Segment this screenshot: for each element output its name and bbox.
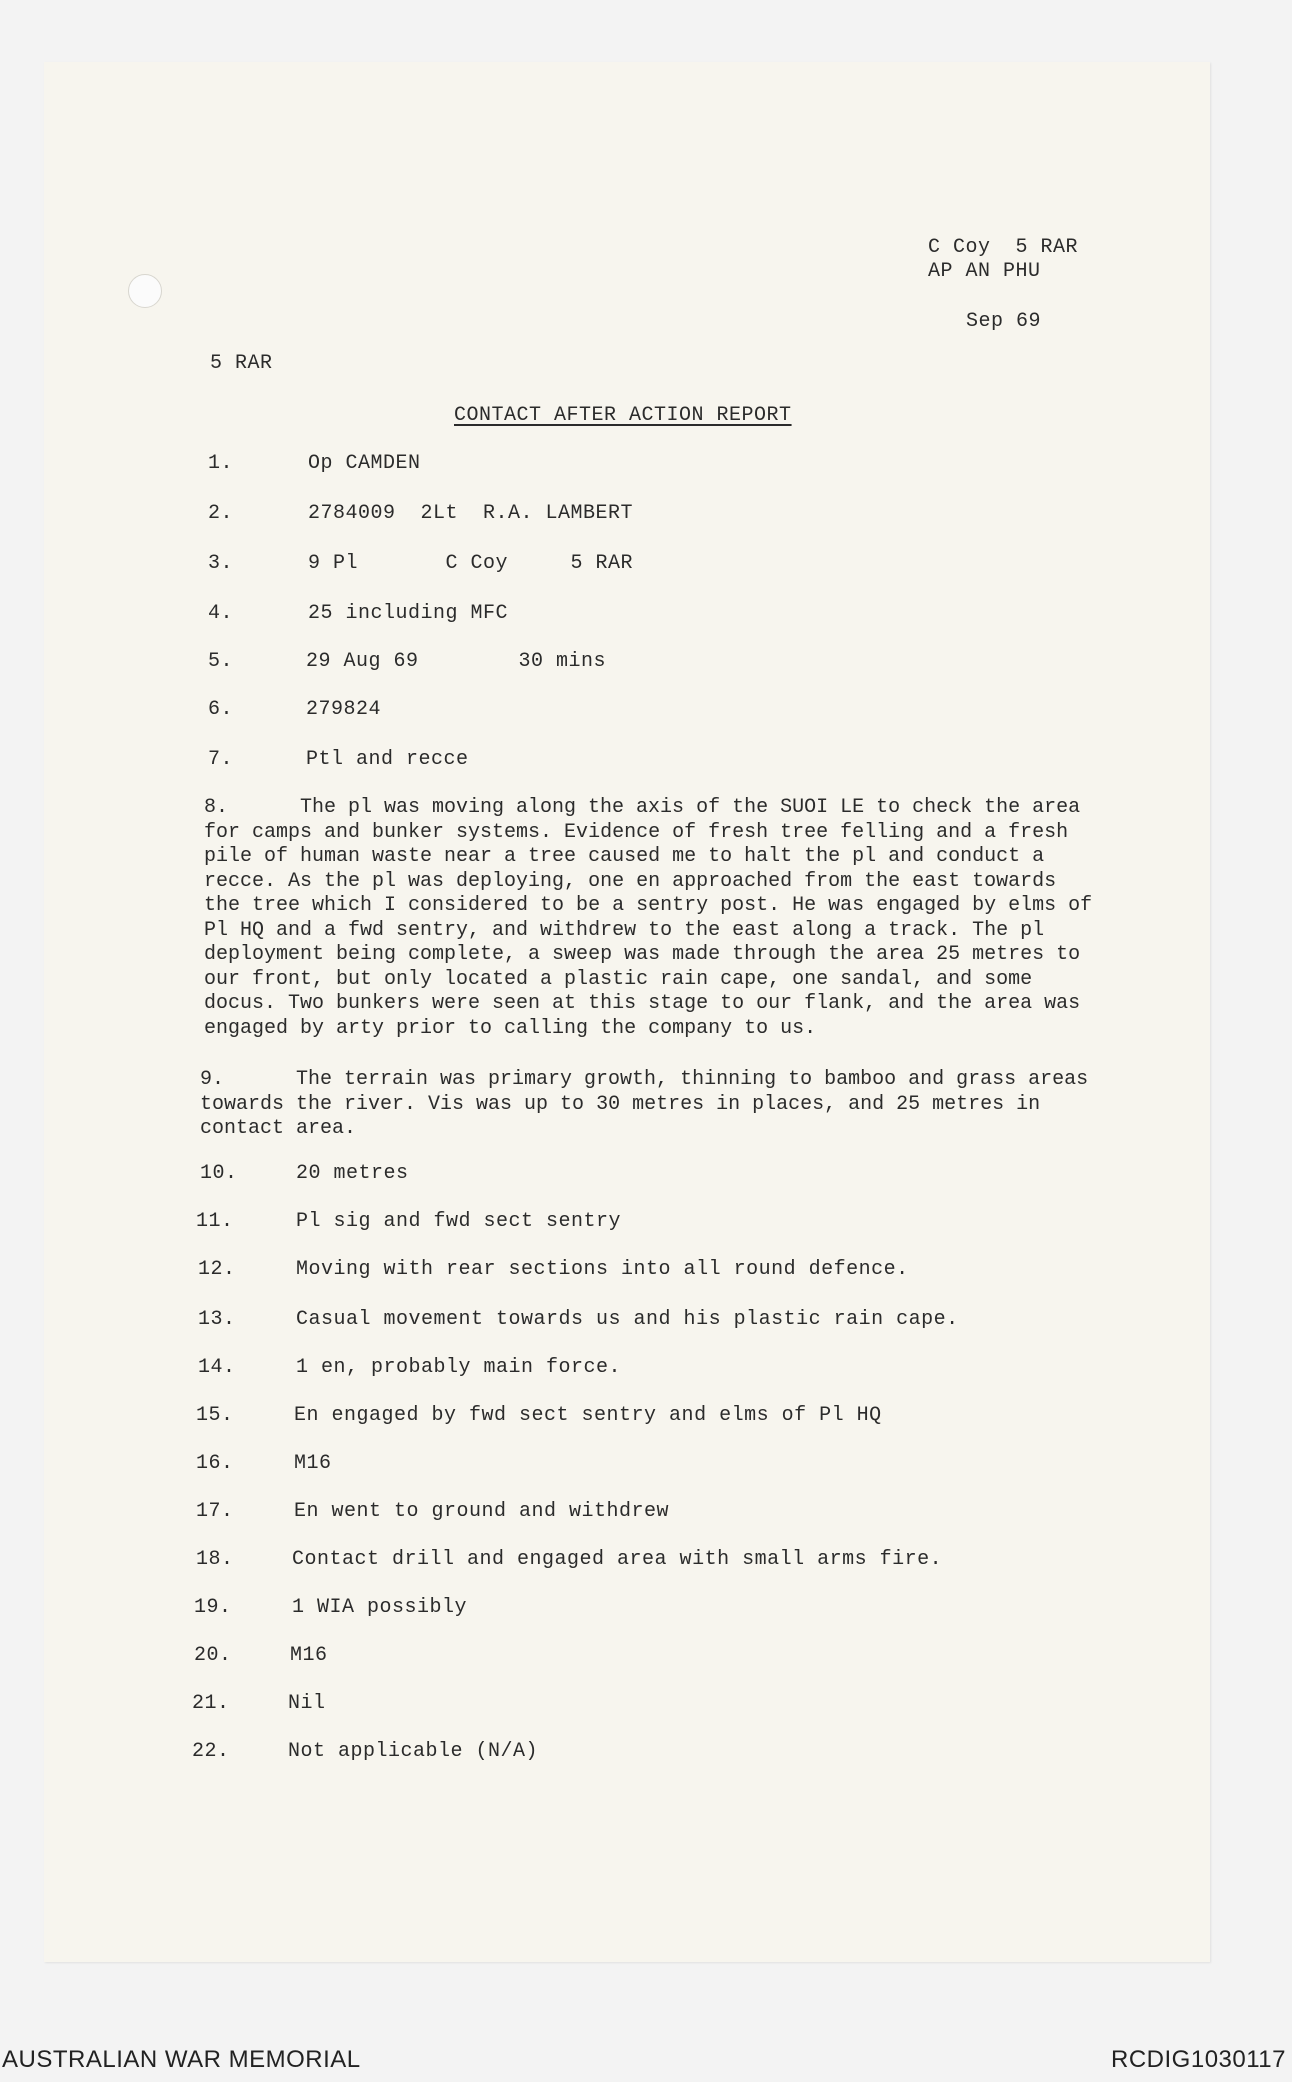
item-number: 21. [192, 1692, 230, 1715]
footer-catalogue-id: RCDIG1030117 [1111, 2046, 1286, 2073]
item-text: 1 en, probably main force. [296, 1356, 622, 1379]
paragraph-number: 9. [200, 1068, 225, 1091]
item-number: 2. [208, 502, 234, 525]
item-text: En engaged by fwd sect sentry and elms of Pl HQ [294, 1404, 882, 1427]
item-number: 10. [200, 1162, 238, 1185]
addressee: 5 RAR [210, 352, 273, 375]
item-text: 25 including MFC [308, 602, 509, 625]
item-number: 13. [198, 1308, 236, 1331]
item-text: 279824 [306, 698, 382, 721]
item-number: 16. [196, 1452, 234, 1475]
paragraph-8 [204, 796, 1094, 1041]
item-text: En went to ground and withdrew [294, 1500, 670, 1523]
item-number: 4. [208, 602, 234, 625]
item-number: 14. [198, 1356, 236, 1379]
footer-institution: AUSTRALIAN WAR MEMORIAL [2, 2046, 361, 2073]
item-text: Nil [288, 1692, 326, 1715]
item-text: Pl sig and fwd sect sentry [296, 1210, 622, 1233]
item-number: 19. [194, 1596, 232, 1619]
item-number: 12. [198, 1258, 236, 1281]
item-text: M16 [294, 1452, 332, 1475]
item-number: 1. [208, 452, 234, 475]
unit-line-2: AP AN PHU [928, 260, 1041, 283]
item-text: M16 [290, 1644, 328, 1667]
punch-hole [128, 274, 162, 308]
item-text: Not applicable (N/A) [288, 1740, 539, 1763]
paragraph-number: 8. [204, 796, 229, 819]
item-text: 29 Aug 69 30 mins [306, 650, 607, 673]
report-date: Sep 69 [966, 310, 1042, 333]
item-number: 20. [194, 1644, 232, 1667]
item-text: 2784009 2Lt R.A. LAMBERT [308, 502, 634, 525]
unit-line-1: C Coy 5 RAR [928, 236, 1079, 259]
item-number: 7. [208, 748, 234, 771]
paragraph-9 [200, 1068, 1090, 1142]
paragraph-text: The pl was moving along the axis of the SUOI LE to check the area for camps and bunker systems. Evidence of fresh tree felling and a fresh pile of human waste near a tree caused me to halt the pl and conduct a recce. As the pl was deploying, one en approached from the east towards the tree which I considered to be a sentry post. He was engaged by elms of Pl HQ and a fwd sentry, and withdrew to the east along a track. The pl deployment being complete, a sweep was made through the area 25 metres to our front, but only located a plastic rain cape, one sandal, and some docus. Two bunkers were seen at this stage to our flank, and the area was engaged by arty prior to calling the company to us. [204, 796, 1093, 1040]
item-text: Ptl and recce [306, 748, 469, 771]
item-number: 17. [196, 1500, 234, 1523]
item-text: Contact drill and engaged area with small arms fire. [292, 1548, 943, 1571]
item-text: 20 metres [296, 1162, 409, 1185]
item-number: 3. [208, 552, 234, 575]
report-title: CONTACT AFTER ACTION REPORT [454, 404, 792, 427]
item-number: 5. [208, 650, 234, 673]
item-number: 15. [196, 1404, 234, 1427]
item-number: 18. [196, 1548, 234, 1571]
paragraph-text: The terrain was primary growth, thinning to bamboo and grass areas towards the river. Vis was up to 30 metres in places, and 25 metres in contact area. [200, 1068, 1089, 1140]
document-page [44, 62, 1210, 1962]
item-number: 11. [196, 1210, 234, 1233]
item-text: Op CAMDEN [308, 452, 421, 475]
item-text: Casual movement towards us and his plastic rain cape. [296, 1308, 959, 1331]
item-text: 1 WIA possibly [292, 1596, 468, 1619]
item-number: 22. [192, 1740, 230, 1763]
item-text: 9 Pl C Coy 5 RAR [308, 552, 634, 575]
item-number: 6. [208, 698, 234, 721]
item-text: Moving with rear sections into all round defence. [296, 1258, 909, 1281]
